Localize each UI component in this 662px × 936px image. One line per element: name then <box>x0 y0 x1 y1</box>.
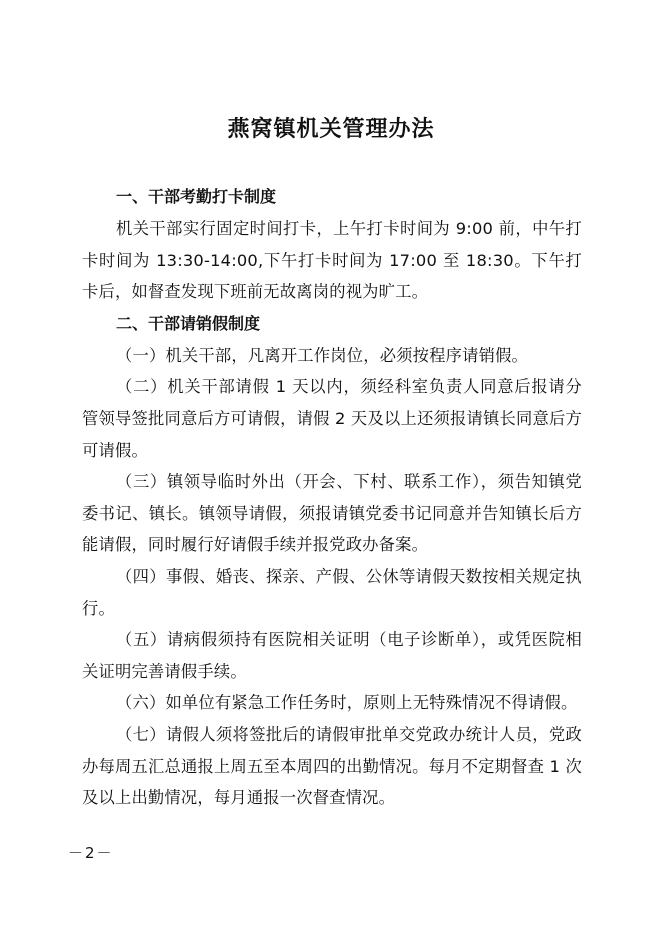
paragraph-leave-item-5: （五）请病假须持有医院相关证明（电子诊断单），或凭医院相关证明完善请假手续。 <box>82 630 582 681</box>
section-heading-attendance: 一、干部考勤打卡制度 <box>116 187 277 206</box>
section-heading-leave: 二、干部请销假制度 <box>116 313 261 333</box>
paragraph-leave-item-2: （二）机关干部请假 1 天以内，须经科室负责人同意后报请分管领导签批同意后方可请假，请假 2 天及以上还须报请镇长同意后方可请假。 <box>82 377 582 460</box>
page-title: 燕窝镇机关管理办法 <box>227 116 435 142</box>
page-number: －2－ <box>68 844 114 862</box>
paragraph-leave-item-1: （一）机关干部，凡离开工作岗位，必须按程序请销假。 <box>116 345 529 365</box>
paragraph-leave-item-6: （六）如单位有紧急工作任务时，原则上无特殊情况不得请假。 <box>116 693 578 713</box>
paragraph-leave-item-4: （四）事假、婚丧、探亲、产假、公休等请假天数按相关规定执行。 <box>82 566 582 618</box>
paragraph-leave-item-7: （七）请假人须将签批后的请假审批单交党政办统计人员，党政办每周五汇总通报上周五至本周四的出勤情况。每月不定期督查 1 次及以上出勤情况，每月通报一次督查情况。 <box>82 724 582 808</box>
document-body <box>82 181 582 814</box>
paragraph-attendance-rules: 机关干部实行固定时间打卡，上午打卡时间为 9:00 前，中午打卡时间为 13:30-14:00,下午打卡时间为 17:00 至 18:30。下午打卡后，如督查发现下班前无故离岗的视为旷工。 <box>82 219 582 302</box>
paragraph-leave-item-3: （三）镇领导临时外出（开会、下村、联系工作），须告知镇党委书记、镇长。镇领导请假，须报请镇党委书记同意并告知镇长后方能请假，同时履行好请假手续并报党政办备案。 <box>82 472 582 555</box>
